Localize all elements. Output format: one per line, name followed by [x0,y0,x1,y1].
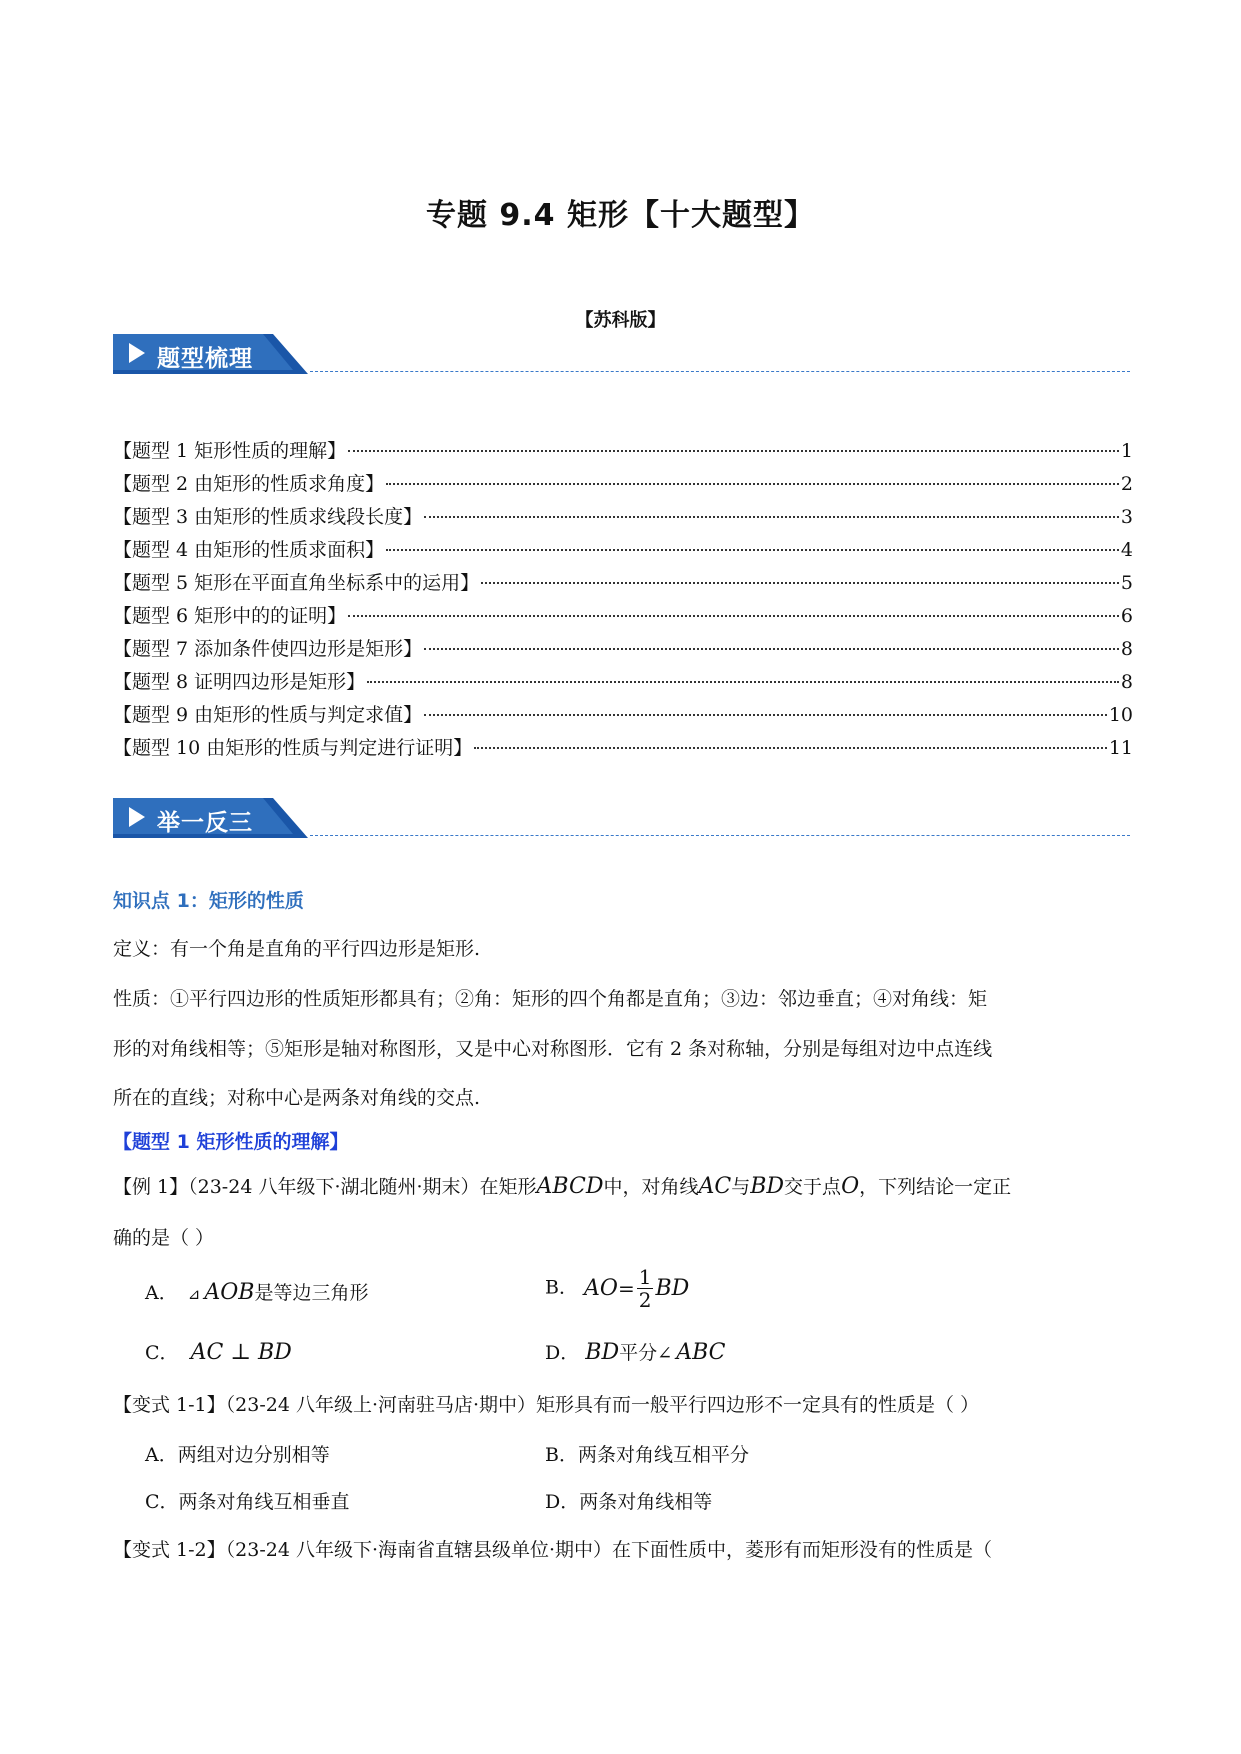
toc-entry[interactable] [113,634,1133,667]
stem-text: 交于点 [784,1176,842,1198]
variant-1-1-stem: 【变式 1-1】（23-24 八年级上·河南驻马店·期中）矩形具有而一般平行四边形不一定具有的性质是（ ） [113,1394,980,1416]
toc-entry-title: 【题型 2 由矩形的性质求角度】 [113,473,385,495]
knowledge-point-title: 知识点 1：矩形的性质 [113,890,304,912]
math-ao: AO [584,1276,618,1301]
toc-entry[interactable] [113,700,1133,733]
toc-dot-leader [424,516,1119,518]
toc-entry-title: 【题型 3 由矩形的性质求线段长度】 [113,506,423,528]
math-ac-perp-bd: AC ⊥ BD [190,1340,292,1365]
math-abcd: ABCD [536,1174,604,1199]
option-label: A． [145,1282,178,1304]
question-type-title: 【题型 1 矩形性质的理解】 [113,1131,349,1153]
option-row-ab [145,1440,1045,1467]
section-label-overview: 题型梳理 [157,346,253,372]
toc-page-number: 2 [1120,473,1133,495]
section-banner-examples [113,798,308,838]
table-of-contents [113,436,1133,766]
toc-page-number: 10 [1108,704,1133,726]
option-a: A．两组对边分别相等 [145,1444,330,1466]
toc-page-number: 3 [1120,506,1133,528]
option-a [145,1282,368,1304]
option-row-cd [145,1338,1045,1365]
toc-page-number: 5 [1120,572,1133,594]
toc-entry[interactable] [113,436,1133,469]
fraction-denominator: 2 [638,1288,652,1312]
option-b [545,1266,689,1311]
example-prefix: 【例 1】（23-24 八年级下·湖北随州·期末）在矩形 [113,1176,537,1198]
option-text: 是等边三角形 [254,1282,369,1304]
definition-text: 定义：有一个角是直角的平行四边形是矩形. [113,938,481,960]
properties-text-line: 形的对角线相等；⑤矩形是轴对称图形，又是中心对称图形．它有 2 条对称轴，分别是每组对边中点连线 [113,1038,993,1060]
stem-text: ，下列结论一定正 [859,1176,1012,1198]
math-bd: BD [655,1276,690,1301]
toc-dot-leader [481,582,1119,584]
math-abc: ABC [676,1340,726,1365]
option-d: D．两条对角线相等 [545,1491,713,1513]
properties-text-line: 性质：①平行四边形的性质矩形都具有；②角：矩形的四个角都是直角；③边：邻边垂直；④对角线：矩 [113,988,988,1010]
toc-dot-leader [348,615,1119,617]
math-bd: BD [750,1174,785,1199]
option-text: 平分 [619,1342,658,1364]
toc-dot-leader [424,648,1119,650]
toc-dot-leader [367,681,1119,683]
toc-entry-title: 【题型 6 矩形中的的证明】 [113,605,347,627]
option-row-ab [145,1265,1045,1312]
toc-entry[interactable] [113,469,1133,502]
variant-1-2-stem: 【变式 1-2】（23-24 八年级下·海南省直辖县级单位·期中）在下面性质中，菱形有而矩形没有的性质是（ [113,1539,993,1561]
toc-page-number: 8 [1120,638,1133,660]
toc-entry-title: 【题型 8 证明四边形是矩形】 [113,671,366,693]
option-label: D． [545,1342,580,1364]
toc-entry-title: 【题型 4 由矩形的性质求面积】 [113,539,385,561]
toc-dot-leader [386,483,1119,485]
stem-text: 与 [731,1176,751,1198]
option-b: B．两条对角线互相平分 [545,1444,749,1466]
fraction-numerator: 1 [638,1265,652,1289]
toc-page-number: 4 [1120,539,1133,561]
option-c [145,1342,292,1364]
example-1-stem-line2: 确的是（ ） [113,1227,215,1249]
math-aob: AOB [204,1280,255,1305]
toc-entry[interactable] [113,667,1133,700]
equals-sign: = [617,1276,635,1301]
section-divider [310,835,1130,836]
angle-symbol: ∠ [657,1343,673,1364]
example-1-stem [113,1172,1133,1199]
section-banner-overview [113,334,308,374]
toc-page-number: 6 [1120,605,1133,627]
toc-entry[interactable] [113,601,1133,634]
toc-dot-leader [386,549,1119,551]
properties-text-line: 所在的直线；对称中心是两条对角线的交点. [113,1087,481,1109]
section-divider [310,371,1130,372]
option-row-cd [145,1487,1045,1514]
toc-entry[interactable] [113,568,1133,601]
toc-entry[interactable] [113,535,1133,568]
option-c: C．两条对角线互相垂直 [145,1491,350,1513]
math-bd: BD [585,1340,620,1365]
toc-page-number: 8 [1120,671,1133,693]
toc-entry[interactable] [113,733,1133,766]
toc-entry[interactable] [113,502,1133,535]
toc-dot-leader [474,747,1107,749]
stem-text: 中，对角线 [603,1176,699,1198]
toc-entry-title: 【题型 7 添加条件使四边形是矩形】 [113,638,423,660]
math-ac: AC [698,1174,732,1199]
fraction-one-half [637,1266,654,1311]
toc-entry-title: 【题型 1 矩形性质的理解】 [113,440,347,462]
toc-dot-leader [424,714,1107,716]
option-label: C． [145,1342,179,1364]
toc-entry-title: 【题型 9 由矩形的性质与判定求值】 [113,704,423,726]
edition-label: 【苏科版】 [575,310,666,331]
math-o: O [841,1174,860,1199]
toc-entry-title: 【题型 10 由矩形的性质与判定进行证明】 [113,737,473,759]
option-label: B． [545,1276,578,1299]
toc-entry-title: 【题型 5 矩形在平面直角坐标系中的运用】 [113,572,480,594]
section-label-examples: 举一反三 [157,810,253,836]
option-d [545,1338,726,1365]
toc-dot-leader [348,450,1119,452]
toc-page-number: 1 [1120,440,1133,462]
triangle-symbol: ⊿ [187,1285,201,1303]
toc-page-number: 11 [1108,737,1133,759]
document-title: 专题 9.4 矩形【十大题型】 [425,198,816,233]
